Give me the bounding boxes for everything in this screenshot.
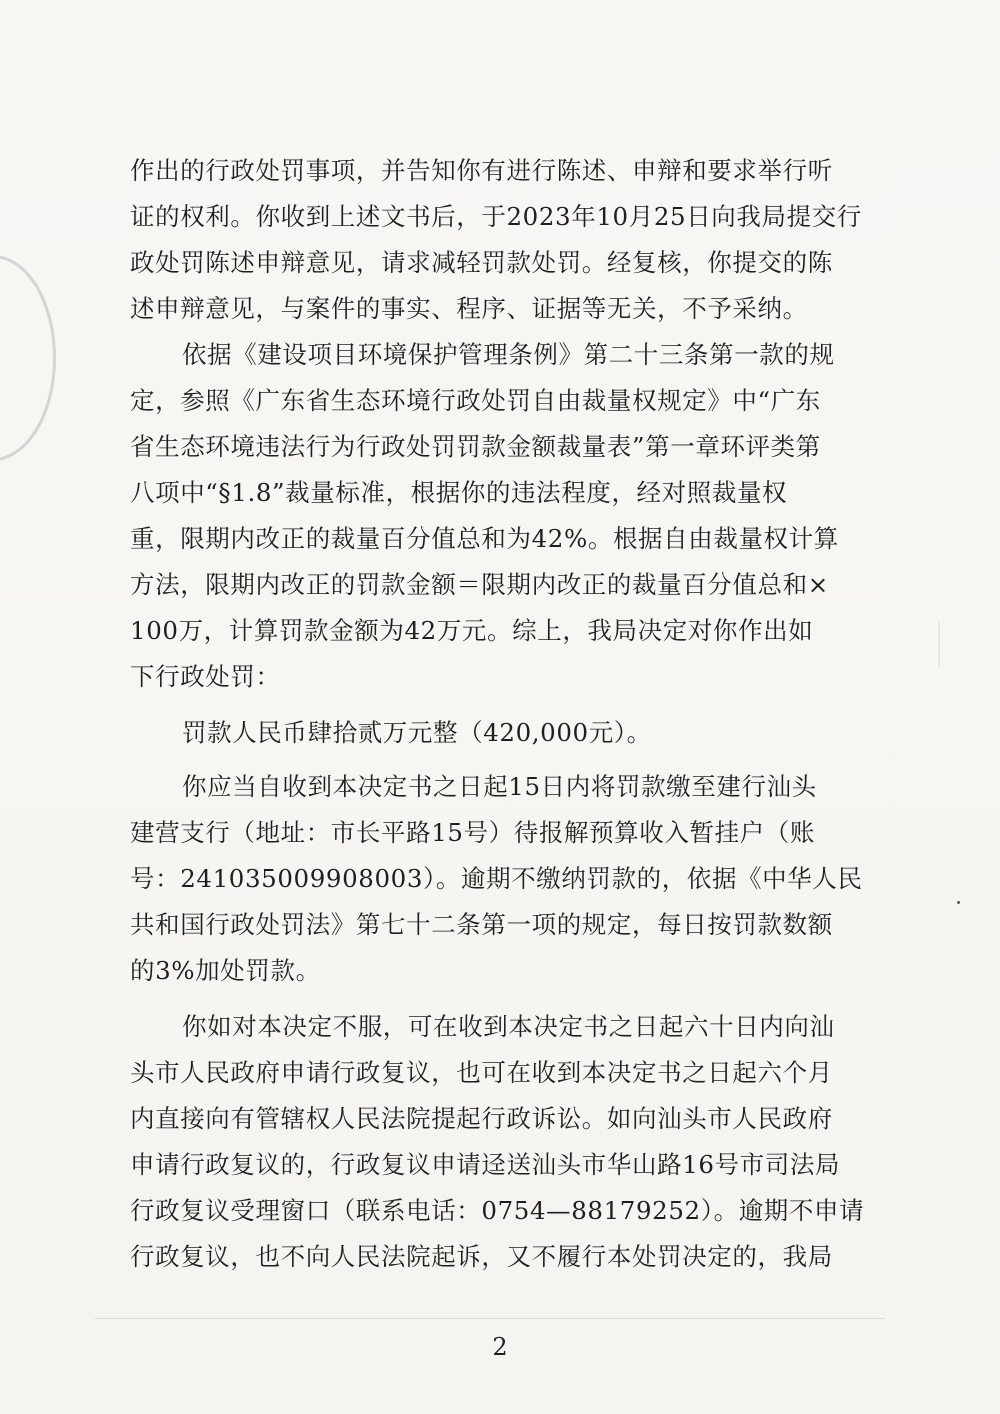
page-number: 2 bbox=[492, 1333, 508, 1361]
scan-smudge bbox=[938, 622, 940, 666]
text-line: 你如对本决定不服，可在收到本决定书之日起六十日内向汕 bbox=[182, 1012, 835, 1041]
text-line: 罚款人民币肆拾贰万元整（420,000元）。 bbox=[182, 718, 652, 747]
scan-speck bbox=[957, 901, 960, 904]
text-line: 号：241035009908003）。逾期不缴纳罚款的，依据《中华人民 bbox=[130, 864, 863, 893]
text-line: 定，参照《广东省生态环境行政处罚自由裁量权规定》中“广东 bbox=[130, 386, 821, 415]
text-line: 政处罚陈述申辩意见，请求减轻罚款处罚。经复核，你提交的陈 bbox=[130, 248, 833, 277]
text-line: 述申辩意见，与案件的事实、程序、证据等无关，不予采纳。 bbox=[130, 294, 808, 323]
text-line: 行政复议受理窗口（联系电话：0754—88179252）。逾期不申请 bbox=[130, 1196, 865, 1225]
text-line: 申请行政复议的，行政复议申请迳送汕头市华山路16号市司法局 bbox=[130, 1150, 841, 1179]
text-line: 100万，计算罚款金额为42万元。综上，我局决定对你作出如 bbox=[130, 616, 814, 645]
text-line: 共和国行政处罚法》第七十二条第一项的规定，每日按罚款数额 bbox=[130, 910, 833, 939]
text-line: 行政复议，也不向人民法院起诉，又不履行本处罚决定的，我局 bbox=[130, 1242, 833, 1271]
official-seal-stamp bbox=[0, 255, 56, 461]
text-line: 方法，限期内改正的罚款金额＝限期内改正的裁量百分值总和× bbox=[130, 570, 829, 599]
footer-divider bbox=[95, 1318, 885, 1319]
document-body bbox=[130, 148, 875, 1280]
text-line: 依据《建设项目环境保护管理条例》第二十三条第一款的规 bbox=[182, 340, 835, 369]
text-line: 作出的行政处罚事项，并告知你有进行陈述、申辩和要求举行听 bbox=[130, 156, 833, 185]
text-line: 重，限期内改正的裁量百分值总和为42%。根据自由裁量权计算 bbox=[130, 524, 839, 553]
text-line: 你应当自收到本决定书之日起15日内将罚款缴至建行汕头 bbox=[182, 772, 817, 801]
text-line: 证的权利。你收到上述文书后，于2023年10月25日向我局提交行 bbox=[130, 202, 862, 231]
text-line: 八项中“§1.8”裁量标准，根据你的违法程度，经对照裁量权 bbox=[130, 478, 788, 507]
text-line: 内直接向有管辖权人民法院提起行政诉讼。如向汕头市人民政府 bbox=[130, 1104, 833, 1133]
text-line: 下行政处罚： bbox=[130, 662, 281, 691]
text-line: 的3%加处罚款。 bbox=[130, 956, 321, 985]
text-line: 建营支行（地址：市长平路15号）待报解预算收入暂挂户（账 bbox=[130, 818, 815, 847]
text-line: 头市人民政府申请行政复议，也可在收到本决定书之日起六个月 bbox=[130, 1058, 833, 1087]
text-line: 省生态环境违法行为行政处罚罚款金额裁量表”第一章环评类第 bbox=[130, 432, 821, 461]
